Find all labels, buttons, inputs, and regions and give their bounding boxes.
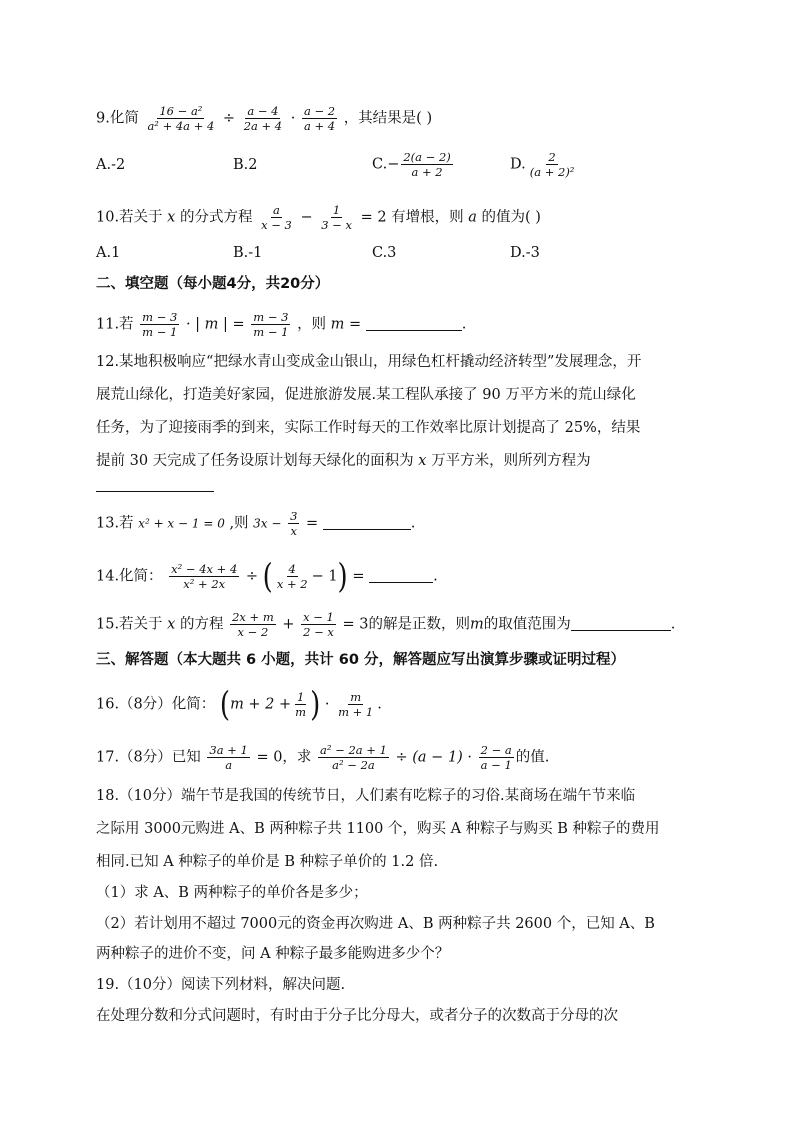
question-17: 17.（8分）已知 $\frac{3a + 1}{a}$ = 0，求 $\frac{\text{a² − 2a + 1}}{\text{a² − 2a}}$ ÷ (a − 1) · $\frac{2 - a}{a - 1}$ 的值.: [96, 743, 550, 772]
q18-line-1: 18.（10分）端午节是我国的传统节日，人们素有吃粽子的习俗.某商场在端午节来临: [96, 788, 636, 804]
q10-option-d: D.-3: [510, 245, 540, 261]
q9-fraction-2: $\frac{a - 4}{2a + 4}$: [243, 104, 283, 133]
q10-option-b: B.-1: [233, 245, 263, 261]
q18-line-2: 之际用 3000元购进 A、B 两种粽子共 1100 个，购买 A 种粽子与购买 B 种粽子的费用: [96, 821, 660, 837]
q9-option-d: D. $\frac{2}{\text{(a + 2)²}}$: [510, 150, 575, 179]
q10-option-c: C.3: [372, 245, 397, 261]
q18-line-4: （1）求 A、B 两种粽子的单价各是多少；: [96, 885, 368, 901]
question-11: 11.若 $\frac{m - 3}{m - 1}$ · | m | = $\frac{m - 3}{m - 1}$ ，则 m = .: [96, 310, 467, 339]
q12-answer-blank[interactable]: [96, 477, 214, 492]
question-15: 15.若关于 x 的方程 $\frac{2x + m}{x - 2}$ + $\frac{x - 1}{2 - x}$ = 3的解是正数，则m的取值范围为 .: [96, 610, 676, 639]
question-14: 14.化简： $\frac{\text{x² − 4x + 4}}{\text{x² + 2x}}$ ÷ ( $\frac{4}{x + 2}$ − 1) = .: [96, 557, 438, 596]
q9-prefix: 9.化简: [96, 110, 139, 127]
q10-option-a: A.1: [96, 245, 121, 261]
section-2-heading: 二、填空题（每小题4分，共20分）: [96, 276, 330, 292]
q11-answer-blank[interactable]: [366, 316, 462, 331]
q9-fraction-1: $\frac{\text{16 − a²}}{\text{a² + 4a + 4}}$: [147, 104, 215, 133]
q9-option-c: C.− $\frac{2(a - 2)}{a + 2}$: [372, 150, 451, 179]
q14-answer-blank[interactable]: [369, 568, 433, 583]
q9-fraction-3: $\frac{a - 2}{a + 4}$: [303, 104, 336, 133]
q18-line-5: （2）若计划用不超过 7000元的资金再次购进 A、B 两种粽子共 2600 个，已知 A、B: [96, 916, 655, 932]
q9-option-b: B.2: [233, 157, 258, 173]
question-9: 9.化简 $\frac{\text{16 − a²}}{\text{a² + 4a + 4}}$ ÷ $\frac{a - 4}{2a + 4}$ · $\frac{a - 2}{a + 4}$ ，其结果是( ): [96, 104, 433, 133]
question-10: 10.若关于 x 的分式方程 $\frac{a}{x - 3}$ − $\frac{1}{3 - x}$ = 2 有增根，则 a 的值为( ): [96, 203, 541, 232]
q18-line-6: 两种粽子的进价不变，问 A 种粽子最多能购进多少个？: [96, 946, 450, 962]
q18-line-3: 相同.已知 A 种粽子的单价是 B 种粽子单价的 1.2 倍.: [96, 854, 439, 870]
q19-line-2: 在处理分数和分式问题时，有时由于分子比分母大，或者分子的次数高于分母的次: [96, 1008, 618, 1024]
q12-line-1: 12.某地积极响应“把绿水青山变成金山银山，用绿色杠杆撬动经济转型”发展理念，开: [96, 354, 642, 370]
q13-answer-blank[interactable]: [323, 515, 411, 530]
q9-option-a: A.-2: [96, 157, 126, 173]
q12-line-2: 展荒山绿化，打造美好家园，促进旅游发展.某工程队承接了 90 万平方米的荒山绿化: [96, 387, 636, 403]
q15-answer-blank[interactable]: [571, 616, 671, 631]
q12-answer-line: [96, 476, 214, 496]
q12-line-3: 任务，为了迎接雨季的到来，实际工作时每天的工作效率比原计划提高了 25%，结果: [96, 420, 641, 436]
question-13: 13.若 x² + x − 1 = 0 ,则 3x − $\frac{3}{x}$ = .: [96, 509, 416, 538]
q12-line-4: 提前 30 天完成了任务设原计划每天绿化的面积为 x 万平方米，则所列方程为: [96, 453, 591, 469]
question-16: 16.（8分）化简： (m + 2 + $\frac{1}{m}$ ) · $\frac{m}{m + 1}$ .: [96, 685, 382, 724]
section-3-heading: 三、解答题（本大题共 6 小题，共计 60 分，解答题应写出演算步骤或证明过程）: [96, 652, 625, 668]
q19-line-1: 19.（10分）阅读下列材料，解决问题.: [96, 977, 346, 993]
